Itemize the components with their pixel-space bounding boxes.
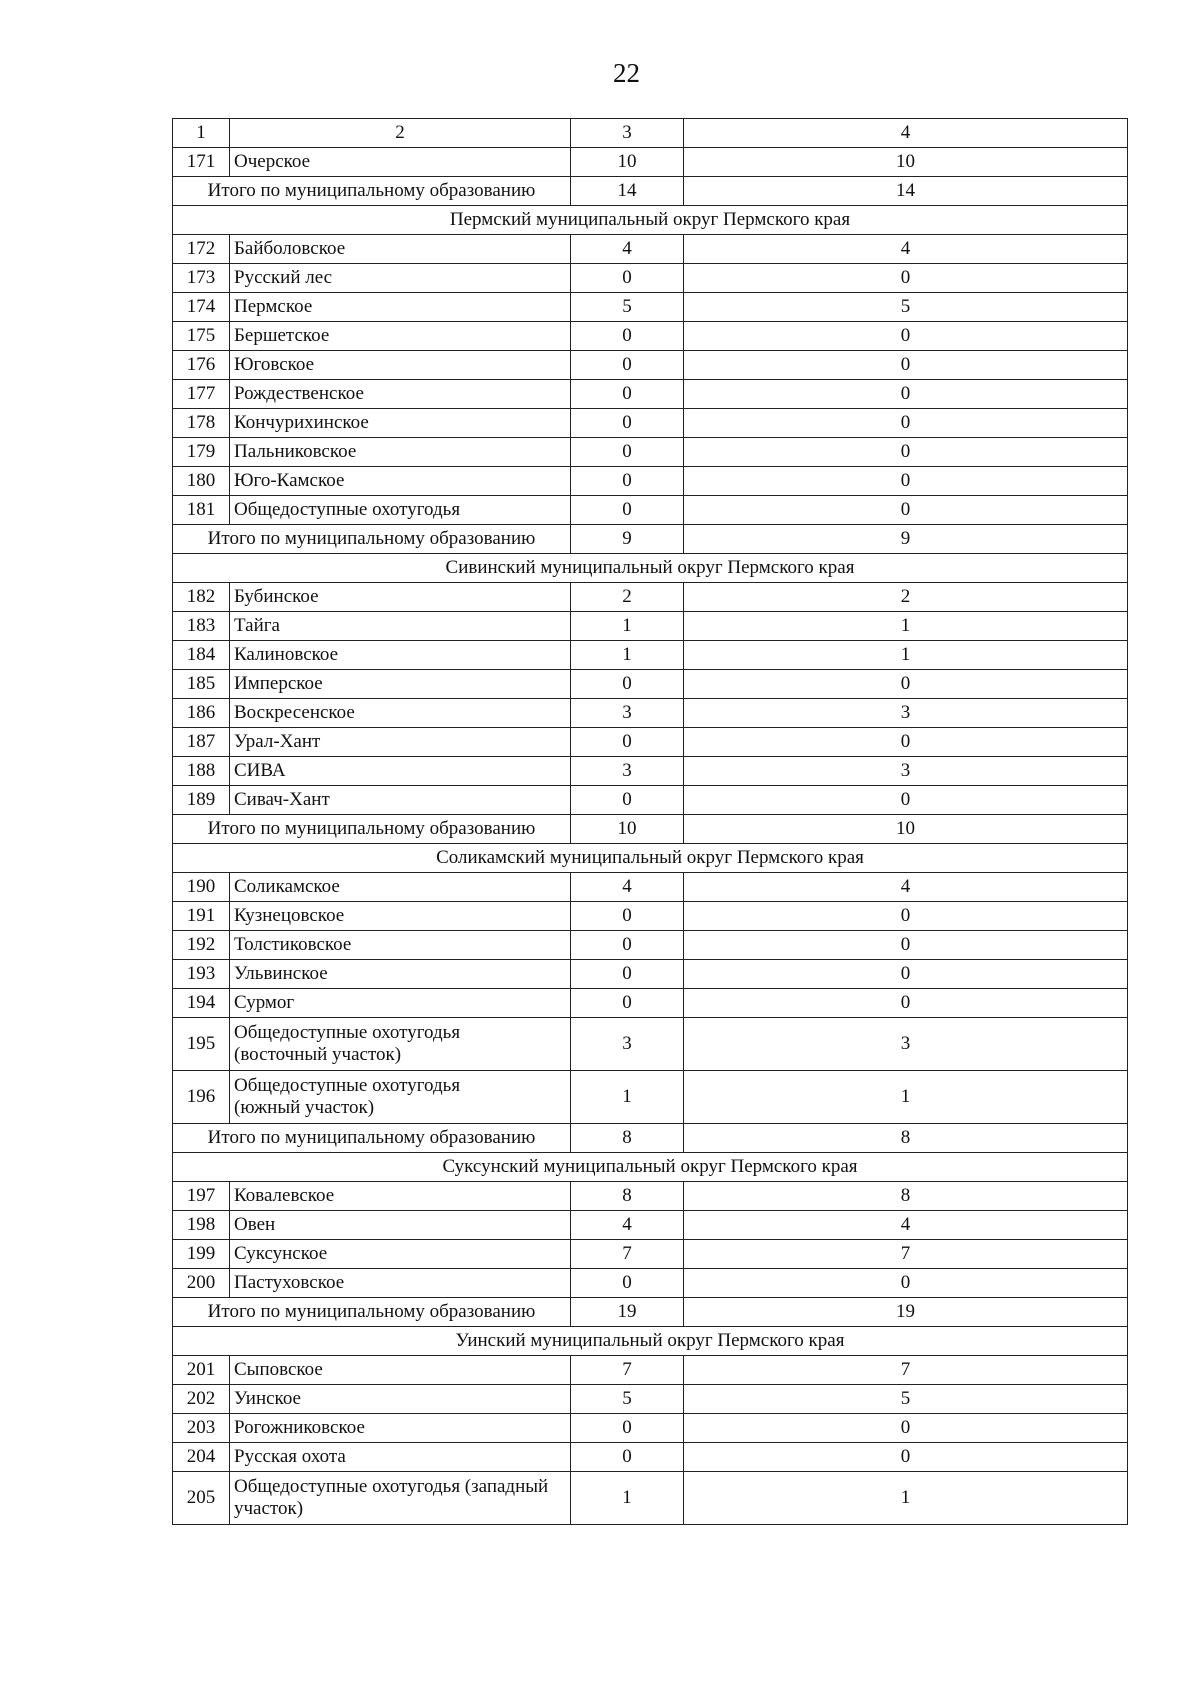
row-number: 175 [173,322,230,351]
table-row [173,293,1128,322]
value-column-4: 1 [684,1472,1128,1525]
hunting-ground-name: Сыповское [230,1356,571,1385]
row-number: 205 [173,1472,230,1525]
row-number: 180 [173,467,230,496]
column-number-row [173,119,1128,148]
row-number: 187 [173,728,230,757]
value-column-4: 0 [684,467,1128,496]
hunting-ground-name: Русская охота [230,1443,571,1472]
total-row [173,1124,1128,1153]
row-number: 179 [173,438,230,467]
value-column-4: 1 [684,1071,1128,1124]
hunting-ground-name-line-2: (восточный участок) [234,1044,402,1065]
value-column-4: 5 [684,293,1128,322]
value-column-4: 3 [684,757,1128,786]
table-row [173,148,1128,177]
table-row [173,1385,1128,1414]
row-number: 197 [173,1182,230,1211]
table-row [173,1211,1128,1240]
table-row [173,757,1128,786]
value-column-4: 0 [684,960,1128,989]
table-row [173,583,1128,612]
row-number: 182 [173,583,230,612]
table-row [173,1071,1128,1124]
table-row [173,1443,1128,1472]
row-number: 196 [173,1071,230,1124]
value-column-3: 0 [571,1269,684,1298]
hunting-ground-name: Уинское [230,1385,571,1414]
value-column-3: 1 [571,1472,684,1525]
hunting-ground-name: Ульвинское [230,960,571,989]
table-row [173,1182,1128,1211]
page-number: 22 [613,58,640,88]
table-row [173,1269,1128,1298]
hunting-ground-name: Очерское [230,148,571,177]
hunting-ground-name: Урал-Хант [230,728,571,757]
total-label: Итого по муниципальному образованию [173,1124,571,1153]
table-row [173,1240,1128,1269]
hunting-ground-name: Пастуховское [230,1269,571,1298]
value-column-4: 0 [684,1414,1128,1443]
value-column-4: 4 [684,873,1128,902]
table-row [173,1018,1128,1071]
value-column-4: 7 [684,1240,1128,1269]
value-column-4: 0 [684,438,1128,467]
value-column-4: 0 [684,670,1128,699]
value-column-3: 0 [571,786,684,815]
row-number: 171 [173,148,230,177]
table-row [173,641,1128,670]
value-column-4: 4 [684,235,1128,264]
table-row [173,235,1128,264]
column-number-2: 2 [230,119,571,148]
hunting-ground-name: Сурмог [230,989,571,1018]
table-row [173,322,1128,351]
column-number-4: 4 [684,119,1128,148]
value-column-3: 4 [571,1211,684,1240]
hunting-ground-name: Овен [230,1211,571,1240]
value-column-4: 0 [684,728,1128,757]
hunting-ground-name: Тайга [230,612,571,641]
value-column-4: 0 [684,496,1128,525]
hunting-ground-name: Бубинское [230,583,571,612]
value-column-3: 0 [571,351,684,380]
table-row [173,960,1128,989]
table-row [173,931,1128,960]
table-row [173,699,1128,728]
value-column-4: 0 [684,264,1128,293]
value-column-4: 0 [684,351,1128,380]
table-row [173,1414,1128,1443]
total-value-column-4: 8 [684,1124,1128,1153]
row-number: 176 [173,351,230,380]
total-value-column-3: 19 [571,1298,684,1327]
hunting-ground-name: Толстиковское [230,931,571,960]
total-value-column-4: 10 [684,815,1128,844]
row-number: 188 [173,757,230,786]
district-title: Суксунский муниципальный округ Пермского края [173,1153,1128,1182]
total-row [173,177,1128,206]
value-column-3: 0 [571,728,684,757]
district-header-row [173,554,1128,583]
total-label: Итого по муниципальному образованию [173,815,571,844]
hunting-ground-name: Соликамское [230,873,571,902]
table-row [173,989,1128,1018]
value-column-3: 3 [571,757,684,786]
hunting-ground-name-line-2: участок) [234,1498,304,1519]
value-column-3: 3 [571,699,684,728]
total-value-column-3: 10 [571,815,684,844]
total-label: Итого по муниципальному образованию [173,1298,571,1327]
value-column-3: 0 [571,438,684,467]
row-number: 183 [173,612,230,641]
value-column-3: 8 [571,1182,684,1211]
value-column-4: 1 [684,612,1128,641]
hunting-ground-name: Пальниковское [230,438,571,467]
row-number: 185 [173,670,230,699]
value-column-4: 0 [684,786,1128,815]
value-column-4: 8 [684,1182,1128,1211]
row-number: 195 [173,1018,230,1071]
value-column-4: 0 [684,380,1128,409]
total-label: Итого по муниципальному образованию [173,525,571,554]
value-column-3: 0 [571,409,684,438]
total-value-column-3: 14 [571,177,684,206]
hunting-ground-name [230,1018,571,1071]
total-value-column-3: 9 [571,525,684,554]
row-number: 199 [173,1240,230,1269]
row-number: 193 [173,960,230,989]
value-column-4: 0 [684,1443,1128,1472]
table-body [173,119,1128,1525]
value-column-3: 0 [571,902,684,931]
value-column-3: 0 [571,496,684,525]
value-column-3: 10 [571,148,684,177]
table-row [173,873,1128,902]
district-title: Уинский муниципальный округ Пермского края [173,1327,1128,1356]
row-number: 184 [173,641,230,670]
row-number: 177 [173,380,230,409]
table-row [173,902,1128,931]
hunting-ground-name: Байболовское [230,235,571,264]
hunting-ground-name-line-1: Общедоступные охотугодья (западный [234,1476,549,1497]
table-row [173,1356,1128,1385]
value-column-3: 2 [571,583,684,612]
hunting-ground-name: Бершетское [230,322,571,351]
row-number: 204 [173,1443,230,1472]
value-column-3: 0 [571,670,684,699]
value-column-3: 5 [571,1385,684,1414]
hunting-ground-name: Юговское [230,351,571,380]
table-row [173,496,1128,525]
district-header-row [173,206,1128,235]
hunting-ground-name: Русский лес [230,264,571,293]
row-number: 178 [173,409,230,438]
district-title: Сивинский муниципальный округ Пермского края [173,554,1128,583]
row-number: 172 [173,235,230,264]
hunting-ground-name: Рождественское [230,380,571,409]
total-label: Итого по муниципальному образованию [173,177,571,206]
hunting-ground-name [230,1071,571,1124]
table-row [173,409,1128,438]
total-row [173,525,1128,554]
row-number: 200 [173,1269,230,1298]
row-number: 203 [173,1414,230,1443]
hunting-ground-name: Калиновское [230,641,571,670]
value-column-3: 0 [571,989,684,1018]
row-number: 202 [173,1385,230,1414]
value-column-4: 0 [684,931,1128,960]
district-header-row [173,844,1128,873]
value-column-3: 7 [571,1356,684,1385]
hunting-ground-name: СИВА [230,757,571,786]
row-number: 181 [173,496,230,525]
total-row [173,815,1128,844]
value-column-3: 0 [571,1443,684,1472]
row-number: 192 [173,931,230,960]
hunting-grounds-table [172,118,1128,1525]
table-row [173,728,1128,757]
hunting-ground-name-line-1: Общедоступные охотугодья [234,1075,461,1096]
hunting-ground-name: Имперское [230,670,571,699]
value-column-4: 1 [684,641,1128,670]
value-column-4: 2 [684,583,1128,612]
value-column-4: 5 [684,1385,1128,1414]
hunting-ground-name: Юго-Камское [230,467,571,496]
row-number: 189 [173,786,230,815]
row-number: 186 [173,699,230,728]
value-column-4: 0 [684,989,1128,1018]
value-column-3: 0 [571,322,684,351]
district-title: Пермский муниципальный округ Пермского края [173,206,1128,235]
value-column-4: 0 [684,322,1128,351]
hunting-ground-name: Кончурихинское [230,409,571,438]
total-value-column-4: 19 [684,1298,1128,1327]
district-header-row [173,1153,1128,1182]
hunting-ground-name-line-2: (южный участок) [234,1097,375,1118]
table-row [173,670,1128,699]
table-row [173,1472,1128,1525]
value-column-3: 5 [571,293,684,322]
value-column-3: 1 [571,1071,684,1124]
total-row [173,1298,1128,1327]
hunting-ground-name: Ковалевское [230,1182,571,1211]
hunting-ground-name: Воскресенское [230,699,571,728]
total-value-column-3: 8 [571,1124,684,1153]
table-row [173,264,1128,293]
table-row [173,351,1128,380]
hunting-ground-name: Общедоступные охотугодья [230,496,571,525]
district-title: Соликамский муниципальный округ Пермского края [173,844,1128,873]
hunting-ground-name: Пермское [230,293,571,322]
value-column-3: 0 [571,931,684,960]
value-column-4: 10 [684,148,1128,177]
row-number: 173 [173,264,230,293]
column-number-3: 3 [571,119,684,148]
value-column-3: 1 [571,641,684,670]
value-column-3: 0 [571,960,684,989]
column-number-1: 1 [173,119,230,148]
table-row [173,380,1128,409]
value-column-3: 0 [571,467,684,496]
value-column-4: 0 [684,409,1128,438]
total-value-column-4: 14 [684,177,1128,206]
value-column-4: 3 [684,699,1128,728]
hunting-ground-name: Суксунское [230,1240,571,1269]
value-column-3: 4 [571,235,684,264]
table-row [173,438,1128,467]
district-header-row [173,1327,1128,1356]
row-number: 194 [173,989,230,1018]
value-column-3: 0 [571,380,684,409]
table-row [173,612,1128,641]
hunting-ground-name: Кузнецовское [230,902,571,931]
row-number: 201 [173,1356,230,1385]
value-column-3: 3 [571,1018,684,1071]
row-number: 190 [173,873,230,902]
total-value-column-4: 9 [684,525,1128,554]
table-row [173,786,1128,815]
hunting-ground-name: Сивач-Хант [230,786,571,815]
value-column-4: 4 [684,1211,1128,1240]
value-column-3: 7 [571,1240,684,1269]
value-column-4: 3 [684,1018,1128,1071]
row-number: 174 [173,293,230,322]
hunting-ground-name [230,1472,571,1525]
value-column-4: 0 [684,1269,1128,1298]
row-number: 198 [173,1211,230,1240]
hunting-ground-name: Рогожниковское [230,1414,571,1443]
row-number: 191 [173,902,230,931]
value-column-4: 7 [684,1356,1128,1385]
value-column-3: 4 [571,873,684,902]
value-column-3: 0 [571,1414,684,1443]
hunting-ground-name-line-1: Общедоступные охотугодья [234,1022,461,1043]
value-column-4: 0 [684,902,1128,931]
value-column-3: 0 [571,264,684,293]
value-column-3: 1 [571,612,684,641]
table-row [173,467,1128,496]
